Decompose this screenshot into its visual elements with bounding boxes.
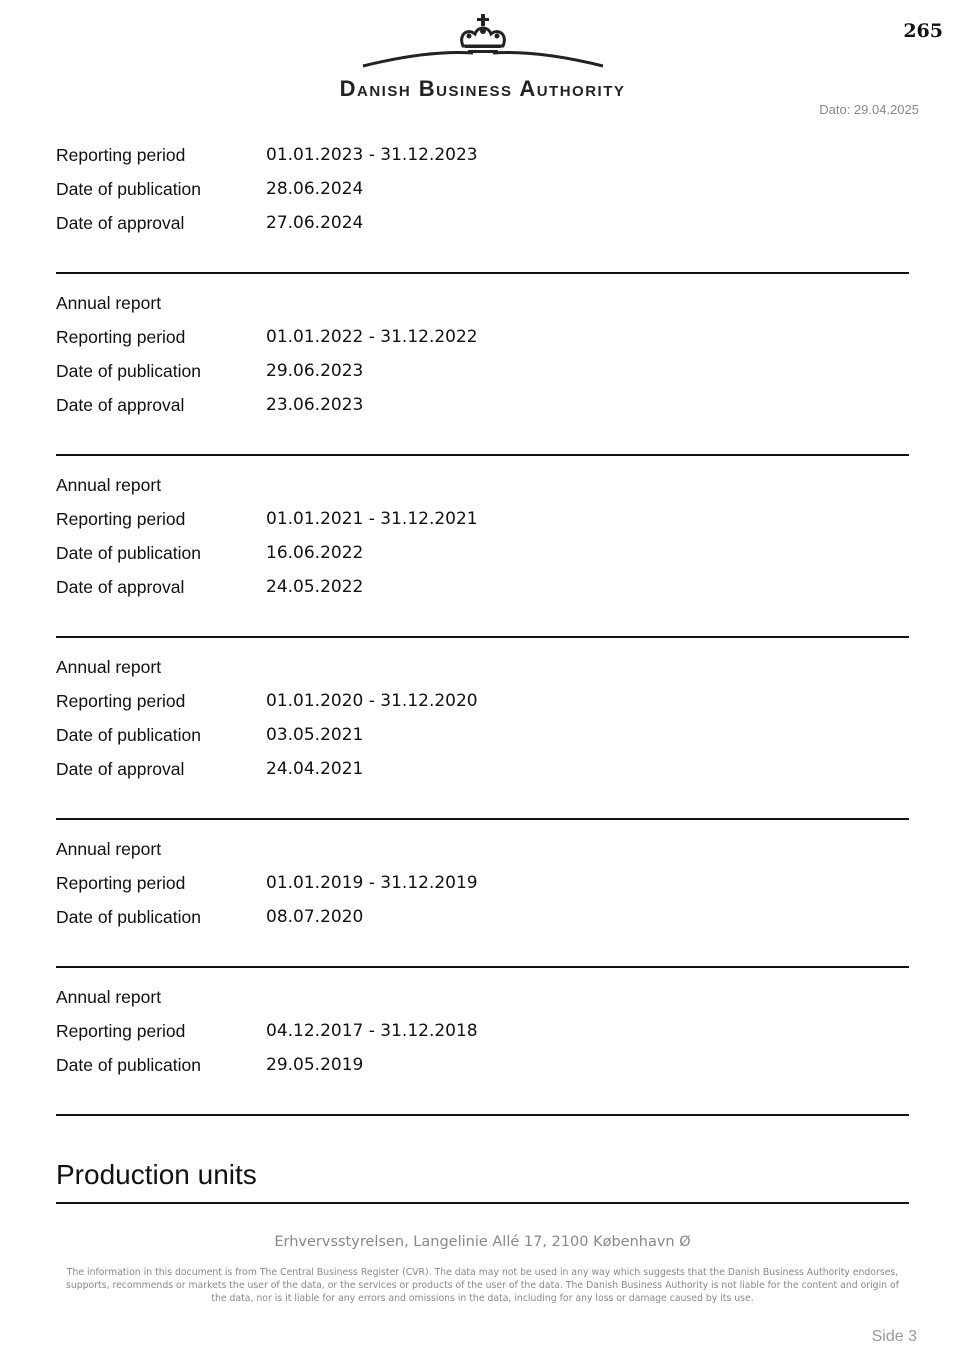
row-value: 03.05.2021 [266,725,364,745]
row-label: Date of publication [56,542,201,563]
page-label: Side 3 [871,1328,917,1345]
row-label: Date of publication [56,1054,201,1075]
page-number: 265 [903,20,943,42]
row-value: 24.04.2021 [266,759,364,779]
footer-address: Erhvervsstyrelsen, Langelinie Allé 17, 2100 København Ø [274,1234,691,1250]
row-label: Date of approval [56,576,185,597]
report-title: Annual report [56,986,162,1007]
report-row [56,138,909,172]
report-block [56,468,909,604]
date-stamp: Dato: 29.04.2025 [819,102,919,117]
row-value: 01.01.2022 - 31.12.2022 [266,327,478,347]
row-value: 08.07.2020 [266,907,364,927]
crown-icon [318,12,648,72]
report-title-row [56,832,909,866]
report-title: Annual report [56,292,162,313]
row-label: Date of approval [56,394,185,415]
row-label: Date of publication [56,724,201,745]
row-label: Date of approval [56,758,185,779]
report-row [56,866,909,900]
report-title-row [56,468,909,502]
row-label: Date of publication [56,178,201,199]
report-row [56,388,909,422]
report-block [56,650,909,786]
report-row [56,502,909,536]
row-label: Date of publication [56,906,201,927]
section-divider [56,1114,909,1116]
row-label: Reporting period [56,1020,186,1041]
report-row [56,684,909,718]
row-value: 24.05.2022 [266,577,364,597]
report-row [56,900,909,934]
footer-disclaimer: The information in this document is from The Central Business Register (CVR). The data may not be used in any way which suggests that the Danish Business Authority endorses, supports, recommends or markets the user of the data, or the services or products of the user of the data. The Danish Business Authority is not liable for the content and origin of the data, nor is it liable for any errors and omissions in the data, including for any loss or damage caused by its use. [66,1267,899,1304]
row-value: 16.06.2022 [266,543,364,563]
row-value: 28.06.2024 [266,179,364,199]
org-name: Danish Business Authority [339,76,626,101]
row-label: Reporting period [56,872,186,893]
report-row [56,1048,909,1082]
section-divider [56,1202,909,1204]
report-row [56,354,909,388]
report-row [56,752,909,786]
row-value: 01.01.2019 - 31.12.2019 [266,873,478,893]
report-block [56,286,909,422]
report-row [56,172,909,206]
row-label: Reporting period [56,508,186,529]
report-title: Annual report [56,474,162,495]
report-row [56,1014,909,1048]
row-value: 23.06.2023 [266,395,364,415]
report-title-row [56,286,909,320]
row-value: 29.06.2023 [266,361,364,381]
production-units-heading: Production units [56,1159,257,1190]
row-label: Reporting period [56,144,186,165]
row-label: Date of publication [56,360,201,381]
report-title: Annual report [56,656,162,677]
row-value: 01.01.2021 - 31.12.2021 [266,509,478,529]
logo [0,12,965,102]
annual-reports-list [56,138,909,1204]
report-block [56,138,909,240]
report-title: Annual report [56,838,162,859]
report-block [56,832,909,934]
report-row [56,570,909,604]
report-title-row [56,650,909,684]
row-label: Reporting period [56,690,186,711]
row-value: 01.01.2023 - 31.12.2023 [266,145,478,165]
row-value: 04.12.2017 - 31.12.2018 [266,1021,478,1041]
row-value: 27.06.2024 [266,213,364,233]
report-row [56,718,909,752]
report-row [56,320,909,354]
row-value: 01.01.2020 - 31.12.2020 [266,691,478,711]
report-row [56,206,909,240]
report-row [56,536,909,570]
report-title-row [56,980,909,1014]
row-label: Date of approval [56,212,185,233]
report-block [56,980,909,1082]
row-label: Reporting period [56,326,186,347]
row-value: 29.05.2019 [266,1055,364,1075]
